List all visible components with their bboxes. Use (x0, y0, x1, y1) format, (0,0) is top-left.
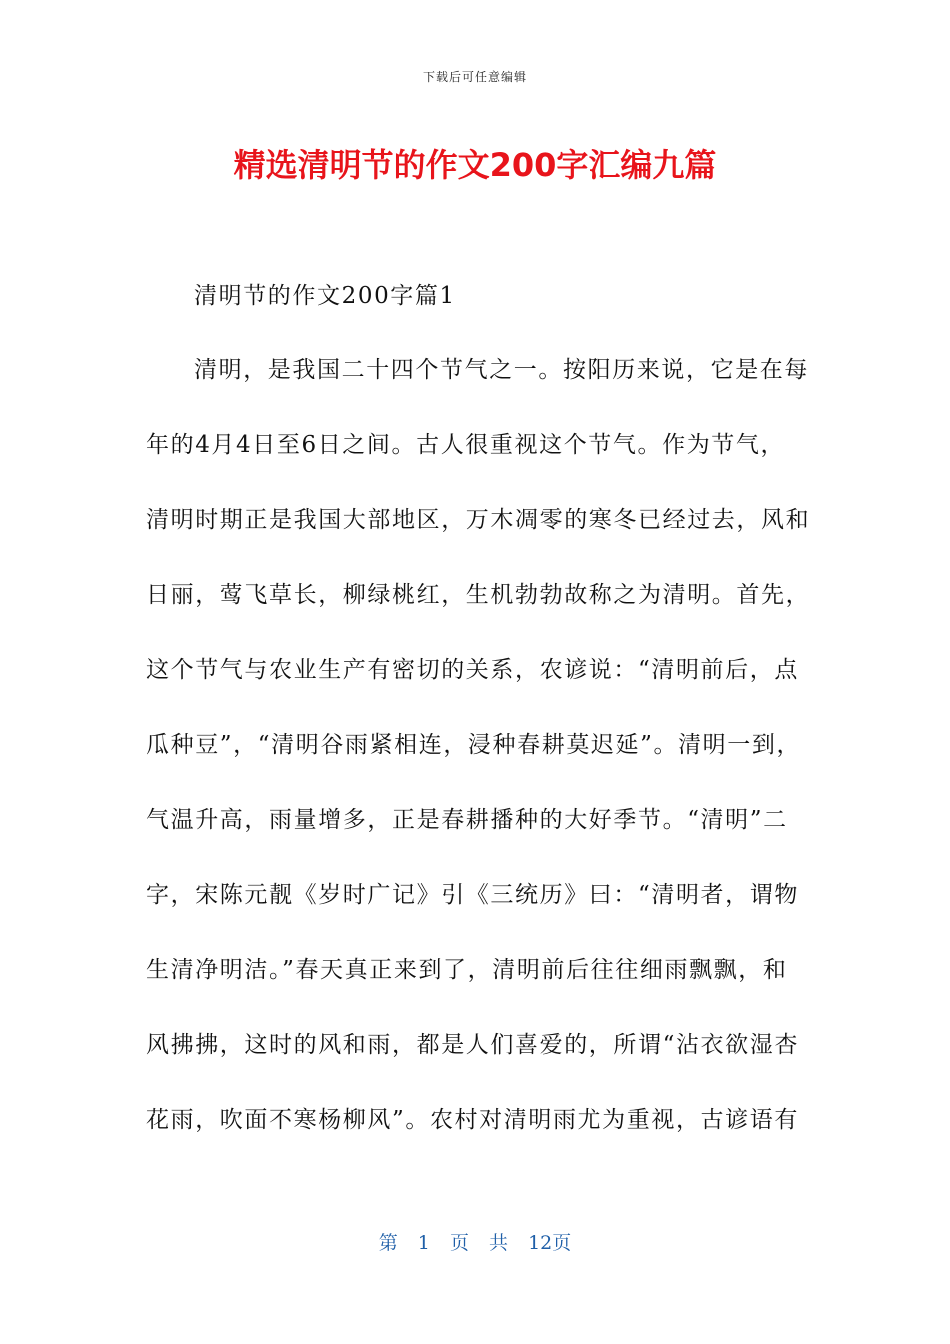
section-heading: 清明节的作文200字篇1 (194, 283, 456, 309)
paragraph-line: 花雨，吹面不寒杨柳风”。农村对清明雨尤为重视，古谚语有 (146, 1107, 799, 1133)
footer-total-prefix: 共 (489, 1232, 509, 1254)
paragraph-line: 生清净明洁。”春天真正来到了，清明前后往往细雨飘飘，和 (146, 957, 788, 983)
footer-total-unit: 页 (552, 1232, 572, 1254)
paragraph-line: 日丽，莺飞草长，柳绿桃红，生机勃勃故称之为清明。首先， (146, 582, 811, 608)
paragraph-line: 年的4月4日至6日之间。古人很重视这个节气。作为节气， (146, 432, 786, 458)
paragraph-line: 风拂拂，这时的风和雨，都是人们喜爱的，所谓“沾衣欲湿杏 (146, 1032, 799, 1058)
paragraph-line: 瓜种豆”，“清明谷雨紧相连，浸种春耕莫迟延”。清明一到， (146, 732, 802, 758)
page-footer (0, 1228, 950, 1255)
paragraph-line: 清明，是我国二十四个节气之一。按阳历来说，它是在每 (194, 357, 809, 383)
paragraph-line: 字，宋陈元靓《岁时广记》引《三统历》曰：“清明者，谓物 (146, 882, 799, 908)
paragraph-line: 这个节气与农业生产有密切的关系，农谚说：“清明前后，点 (146, 657, 799, 683)
document-title: 精选清明节的作文200字汇编九篇 (233, 146, 717, 184)
footer-total-pages: 12 (528, 1232, 553, 1254)
paragraph-line: 气温升高，雨量增多，正是春耕播种的大好季节。“清明”二 (146, 807, 788, 833)
paragraph-line: 清明时期正是我国大部地区，万木凋零的寒冬已经过去，风和 (146, 507, 811, 533)
header-note: 下载后可任意编辑 (422, 70, 527, 84)
footer-prefix: 第 (378, 1232, 398, 1254)
footer-page-unit: 页 (449, 1232, 469, 1254)
footer-page-number: 1 (417, 1232, 430, 1254)
